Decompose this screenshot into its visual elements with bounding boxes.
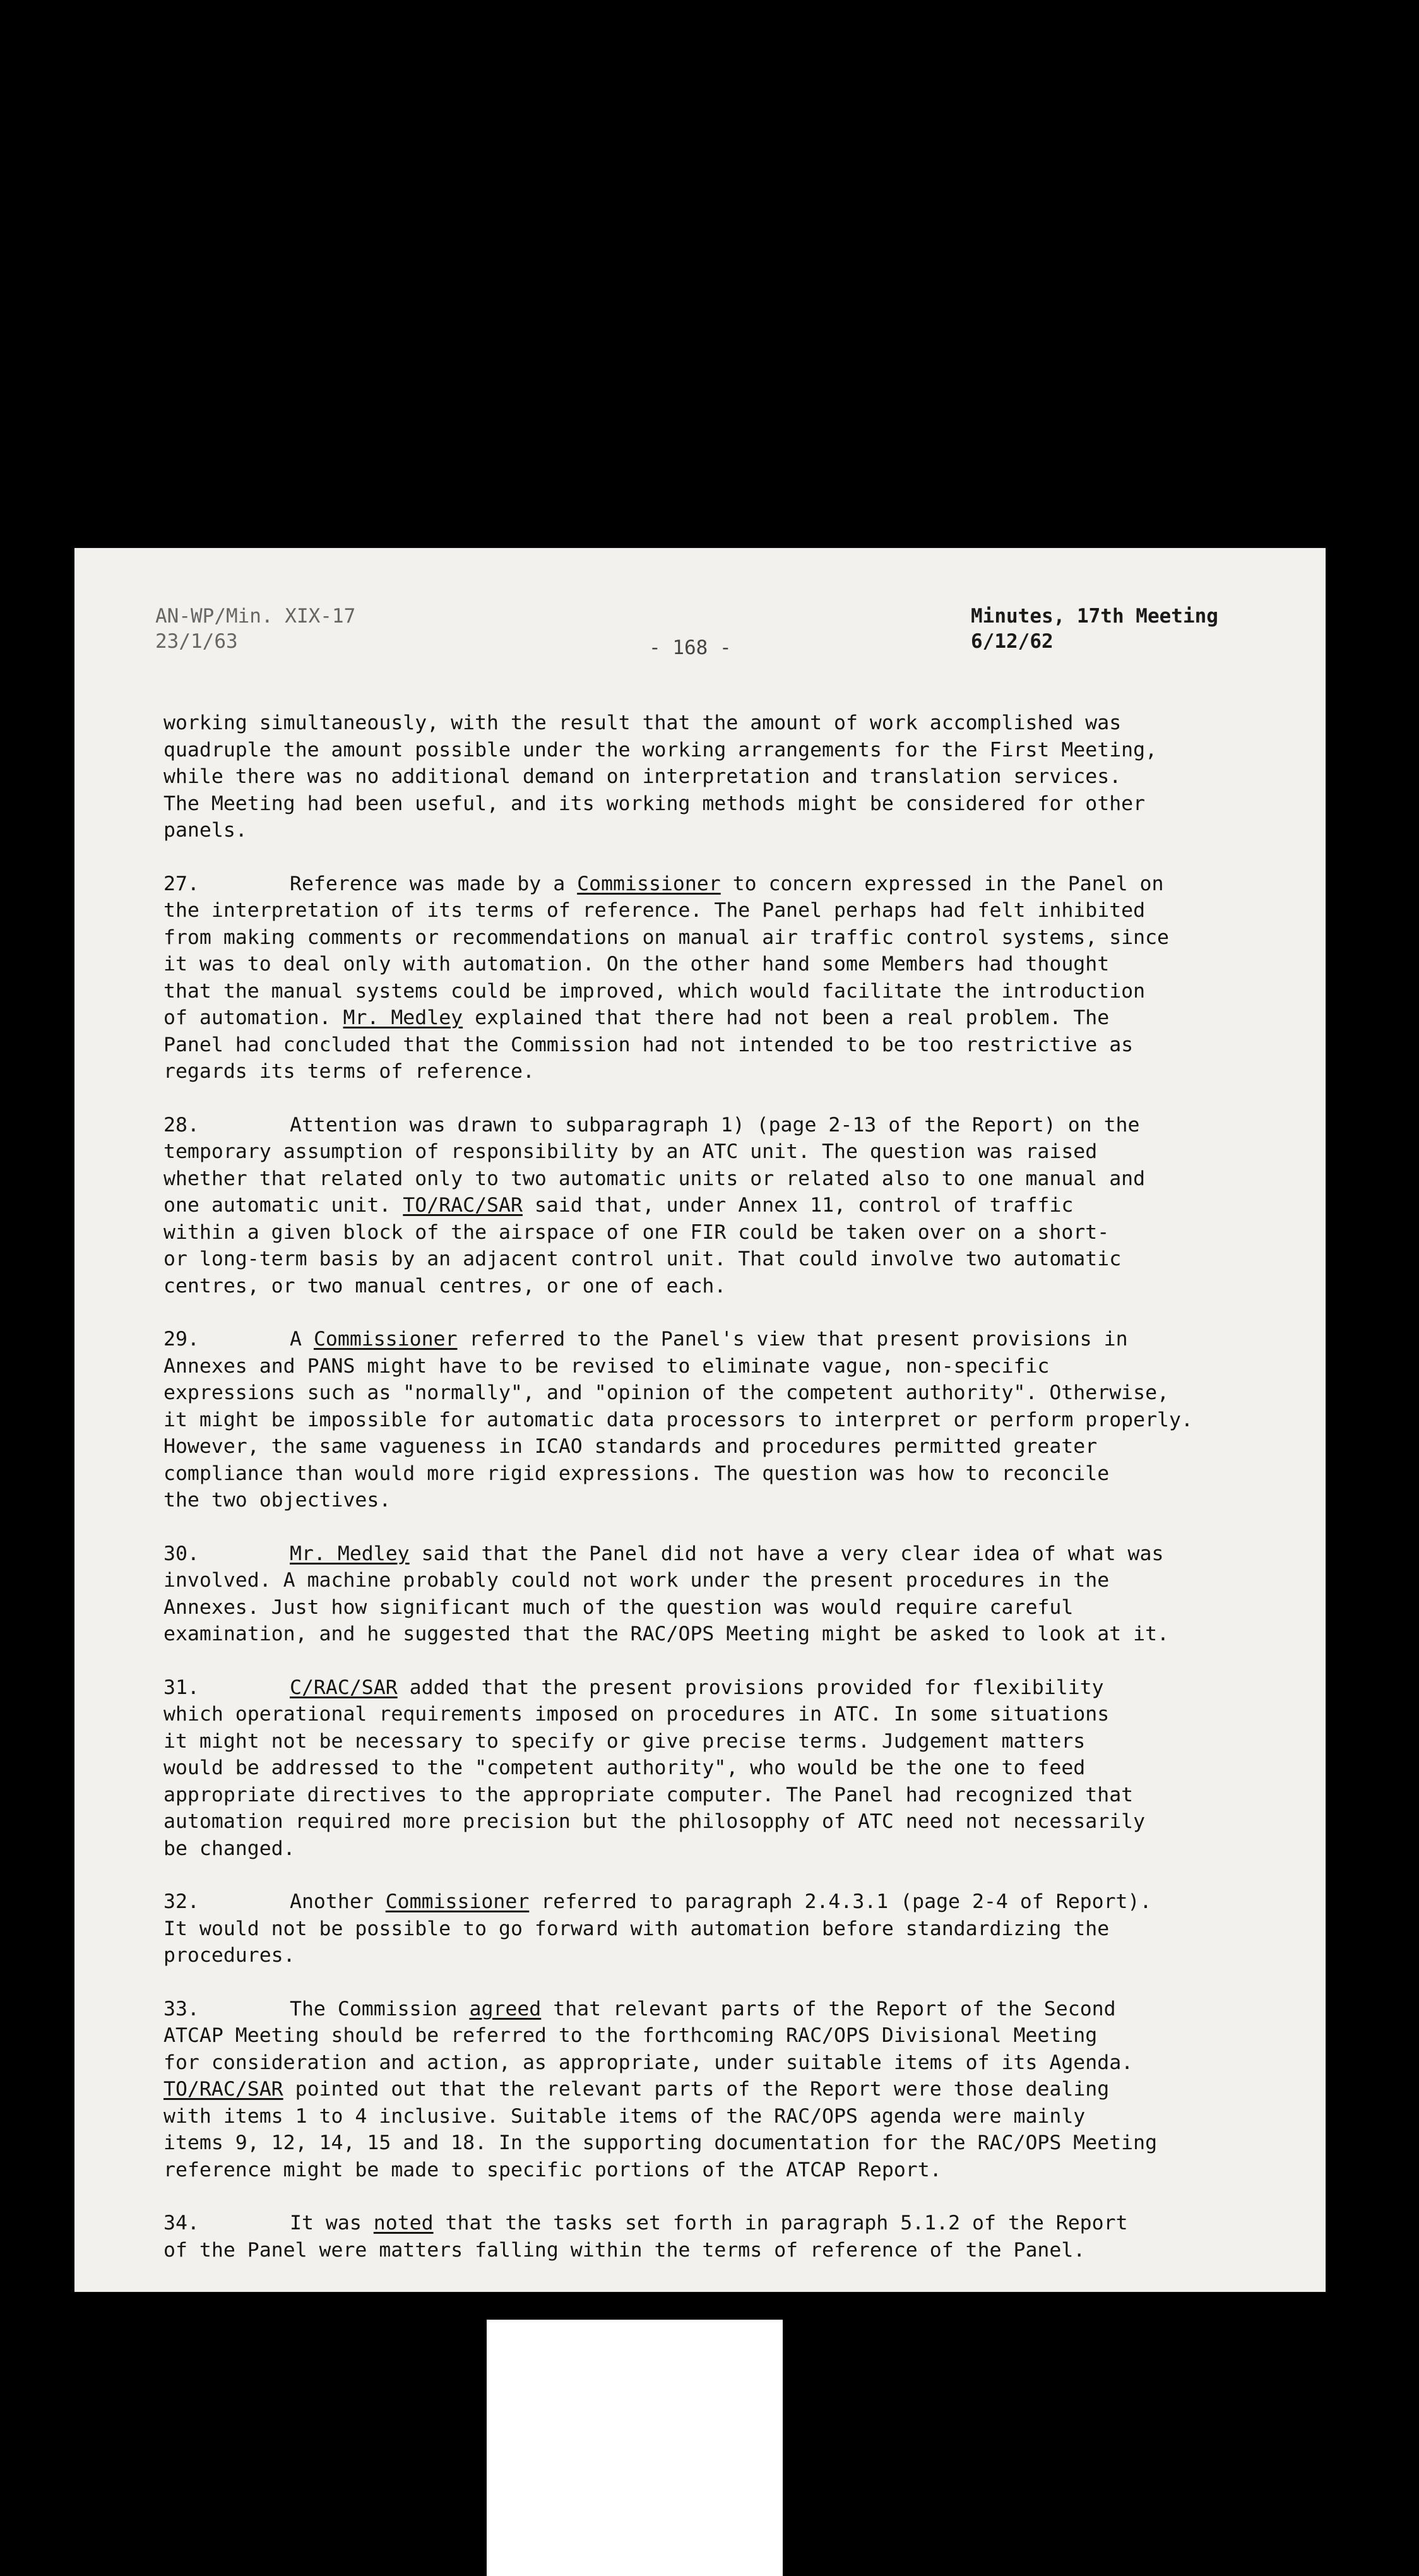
text-line (163, 1246, 1319, 1273)
text-line (163, 1755, 1319, 1782)
text-line (163, 1728, 1319, 1755)
paragraph (163, 1996, 1319, 2184)
text-run: A (290, 1328, 314, 1351)
text-run: ATCAP Meeting should be referred to the forthcoming RAC/OPS Divisional Meeting (163, 2024, 1098, 2047)
text-run: It was (290, 2212, 374, 2234)
text-run: referred to paragraph 2.4.3.1 (page 2-4 of Report). (529, 1890, 1152, 1913)
text-run: be changed. (163, 1837, 295, 1860)
text-line (163, 1353, 1319, 1380)
text-line (163, 1942, 1319, 1969)
text-line (163, 2237, 1319, 2264)
text-line (163, 1058, 1319, 1085)
text-line (163, 1835, 1319, 1863)
text-line (163, 1594, 1319, 1621)
text-line (163, 1192, 1319, 1219)
film-leader-tab (487, 2320, 783, 2576)
text-run: Annexes. Just how significant much of the question was would require careful (163, 1595, 1074, 1619)
underlined-term: Commissioner (577, 872, 721, 895)
text-run: whether that related only to two automatic units or related also to one manual and (163, 1167, 1146, 1190)
text-run: pointed out that the relevant parts of the Report were those dealing (283, 2078, 1110, 2101)
text-run: quadruple the amount possible under the working arrangements for the First Meeting, (163, 738, 1158, 761)
text-run: that the tasks set forth in paragraph 5.1.2 of the Report (433, 2212, 1128, 2234)
text-run: with items 1 to 4 inclusive. Suitable items of the RAC/OPS agenda were mainly (163, 2104, 1086, 2128)
text-line (163, 951, 1319, 978)
underlined-term: TO/RAC/SAR (403, 1194, 523, 1217)
text-run: Attention was drawn to subparagraph 1) (page 2-13 of the Report) on the (290, 1113, 1140, 1136)
paragraph (163, 1888, 1319, 1969)
document-page (74, 548, 1326, 2292)
page-number: - 168 - (649, 636, 732, 659)
text-run: while there was no additional demand on interpretation and translation services. (163, 765, 1122, 788)
text-line (163, 2157, 1319, 2184)
text-run: compliance than would more rigid expressions. The question was how to reconcile (163, 1462, 1110, 1485)
text-line (163, 817, 1319, 844)
text-run: Another (290, 1890, 386, 1913)
underlined-term: Mr. Medley (290, 1542, 410, 1565)
text-run: automation required more precision but the philosopphy of ATC need not necessarily (163, 1810, 1146, 1833)
header-meeting (971, 604, 1218, 654)
text-run: procedures. (163, 1944, 295, 1967)
text-line (163, 1433, 1319, 1460)
text-run: one automatic unit. (163, 1194, 403, 1217)
text-line (163, 2130, 1319, 2157)
text-line (163, 1032, 1319, 1059)
paragraph (163, 871, 1319, 1085)
text-run: involved. A machine probably could not work under the present procedures in the (163, 1569, 1110, 1592)
text-line (163, 1782, 1319, 1809)
text-run: within a given block of the airspace of one FIR could be taken over on a short- (163, 1220, 1110, 1244)
text-line (163, 1380, 1319, 1407)
text-line (163, 1112, 1319, 1139)
text-line (163, 2210, 1319, 2237)
underlined-term: TO/RAC/SAR (163, 2078, 283, 2101)
text-run: which operational requirements imposed on procedures in ATC. In some situations (163, 1703, 1110, 1726)
paragraph-number: 30. (163, 1542, 199, 1565)
text-run: items 9, 12, 14, 15 and 18. In the supporting documentation for the RAC/OPS Meeting (163, 2132, 1158, 2154)
text-run: would be addressed to the "competent authority", who would be the one to feed (163, 1756, 1086, 1779)
paragraph-number: 33. (163, 1997, 199, 2020)
text-run: The Commission (290, 1997, 470, 2020)
text-run: However, the same vagueness in ICAO standards and procedures permitted greater (163, 1435, 1098, 1458)
text-line (163, 1326, 1319, 1353)
text-line (163, 897, 1319, 924)
text-line (163, 1808, 1319, 1835)
text-run: examination, and he suggested that the RAC/OPS Meeting might be asked to look at it. (163, 1623, 1170, 1645)
text-line (163, 2049, 1319, 2077)
underlined-term: C/RAC/SAR (290, 1676, 398, 1699)
text-run: referred to the Panel's view that present provisions in (457, 1328, 1128, 1351)
paragraph-number: 32. (163, 1890, 199, 1913)
text-line (163, 1567, 1319, 1594)
text-run: said that, under Annex 11, control of traffic (522, 1194, 1074, 1217)
text-line (163, 924, 1319, 951)
text-run: added that the present provisions provided for flexibility (397, 1676, 1104, 1699)
paragraph-number: 29. (163, 1328, 199, 1351)
text-run: Annexes and PANS might have to be revised to eliminate vague, non-specific (163, 1354, 1050, 1378)
paragraph (163, 1541, 1319, 1648)
text-run: expressions such as "normally", and "opinion of the competent authority". Otherwise, (163, 1381, 1170, 1404)
text-run: explained that there had not been a real problem. The (463, 1006, 1110, 1029)
text-line (163, 1005, 1319, 1032)
text-line (163, 2103, 1319, 2130)
text-run: temporary assumption of responsibility by an ATC unit. The question was raised (163, 1140, 1098, 1163)
text-run: that relevant parts of the Report of the Second (541, 1997, 1116, 2020)
text-line (163, 1273, 1319, 1300)
text-run: It would not be possible to go forward with automation before standardizing the (163, 1917, 1110, 1940)
text-line (163, 978, 1319, 1005)
text-run: reference might be made to specific portions of the ATCAP Report. (163, 2158, 942, 2181)
text-line (163, 1701, 1319, 1728)
header-meeting-title: Minutes, 17th Meeting (971, 605, 1218, 628)
text-run: working simultaneously, with the result that the amount of work accomplished was (163, 712, 1122, 734)
text-run: or long-term basis by an adjacent control unit. That could involve two automatic (163, 1248, 1122, 1270)
text-line (163, 1996, 1319, 2023)
text-line (163, 1674, 1319, 1702)
text-run: panels. (163, 819, 247, 842)
paragraph (163, 1326, 1319, 1514)
text-line (163, 1138, 1319, 1166)
text-run: The Meeting had been useful, and its working methods might be considered for other (163, 792, 1146, 815)
paragraph (163, 1674, 1319, 1863)
text-run: the interpretation of its terms of reference. The Panel perhaps had felt inhibited (163, 899, 1146, 922)
text-run: it was to deal only with automation. On the other hand some Members had thought (163, 953, 1110, 975)
text-line (163, 1621, 1319, 1648)
text-run: for consideration and action, as appropriate, under suitable items of its Agenda. (163, 2051, 1134, 2074)
underlined-term: agreed (469, 1997, 542, 2020)
header-doc-number: AN-WP/Min. XIX-17 (155, 605, 356, 628)
paragraph-number: 28. (163, 1113, 199, 1136)
text-line (163, 1166, 1319, 1193)
text-run: centres, or two manual centres, or one of each. (163, 1274, 727, 1297)
underlined-term: Mr. Medley (343, 1006, 463, 1029)
underlined-term: Commissioner (385, 1890, 530, 1913)
text-line (163, 1219, 1319, 1246)
paragraph (163, 710, 1319, 844)
header-meeting-date: 6/12/62 (971, 630, 1054, 653)
text-run: of automation. (163, 1006, 343, 1029)
text-line (163, 1460, 1319, 1488)
text-line (163, 1916, 1319, 1943)
text-run: that the manual systems could be improved, which would facilitate the introduction (163, 979, 1146, 1003)
paragraph-number: 34. (163, 2212, 199, 2234)
text-run: to concern expressed in the Panel on (720, 872, 1164, 895)
paragraph-number: 31. (163, 1676, 199, 1699)
text-line (163, 1888, 1319, 1916)
minutes-body (163, 710, 1319, 2290)
text-line (163, 710, 1319, 737)
text-line (163, 737, 1319, 764)
paragraph-number: 27. (163, 872, 199, 895)
underlined-term: noted (373, 2212, 434, 2234)
paragraph (163, 2210, 1319, 2263)
text-run: Reference was made by a (290, 872, 578, 895)
text-line (163, 763, 1319, 790)
text-run: it might not be necessary to specify or give precise terms. Judgement matters (163, 1729, 1086, 1753)
text-line (163, 2022, 1319, 2049)
text-line (163, 1487, 1319, 1514)
header-doc-date: 23/1/63 (155, 630, 238, 653)
text-line (163, 871, 1319, 898)
text-line (163, 1407, 1319, 1434)
header-reference (155, 604, 355, 654)
text-run: Panel had concluded that the Commission had not intended to be too restrictive as (163, 1033, 1134, 1056)
text-line (163, 1541, 1319, 1568)
text-run: the two objectives. (163, 1489, 391, 1512)
text-run: appropriate directives to the appropriate computer. The Panel had recognized that (163, 1783, 1134, 1806)
text-run: of the Panel were matters falling within the terms of reference of the Panel. (163, 2238, 1086, 2262)
text-run: said that the Panel did not have a very clear idea of what was (409, 1542, 1164, 1565)
text-run: it might be impossible for automatic data processors to interpret or perform properly. (163, 1408, 1193, 1431)
text-run: regards its terms of reference. (163, 1060, 535, 1083)
text-line (163, 790, 1319, 818)
text-line (163, 2076, 1319, 2103)
underlined-term: Commissioner (313, 1328, 458, 1351)
text-run: from making comments or recommendations on manual air traffic control systems, since (163, 926, 1170, 949)
paragraph (163, 1112, 1319, 1300)
